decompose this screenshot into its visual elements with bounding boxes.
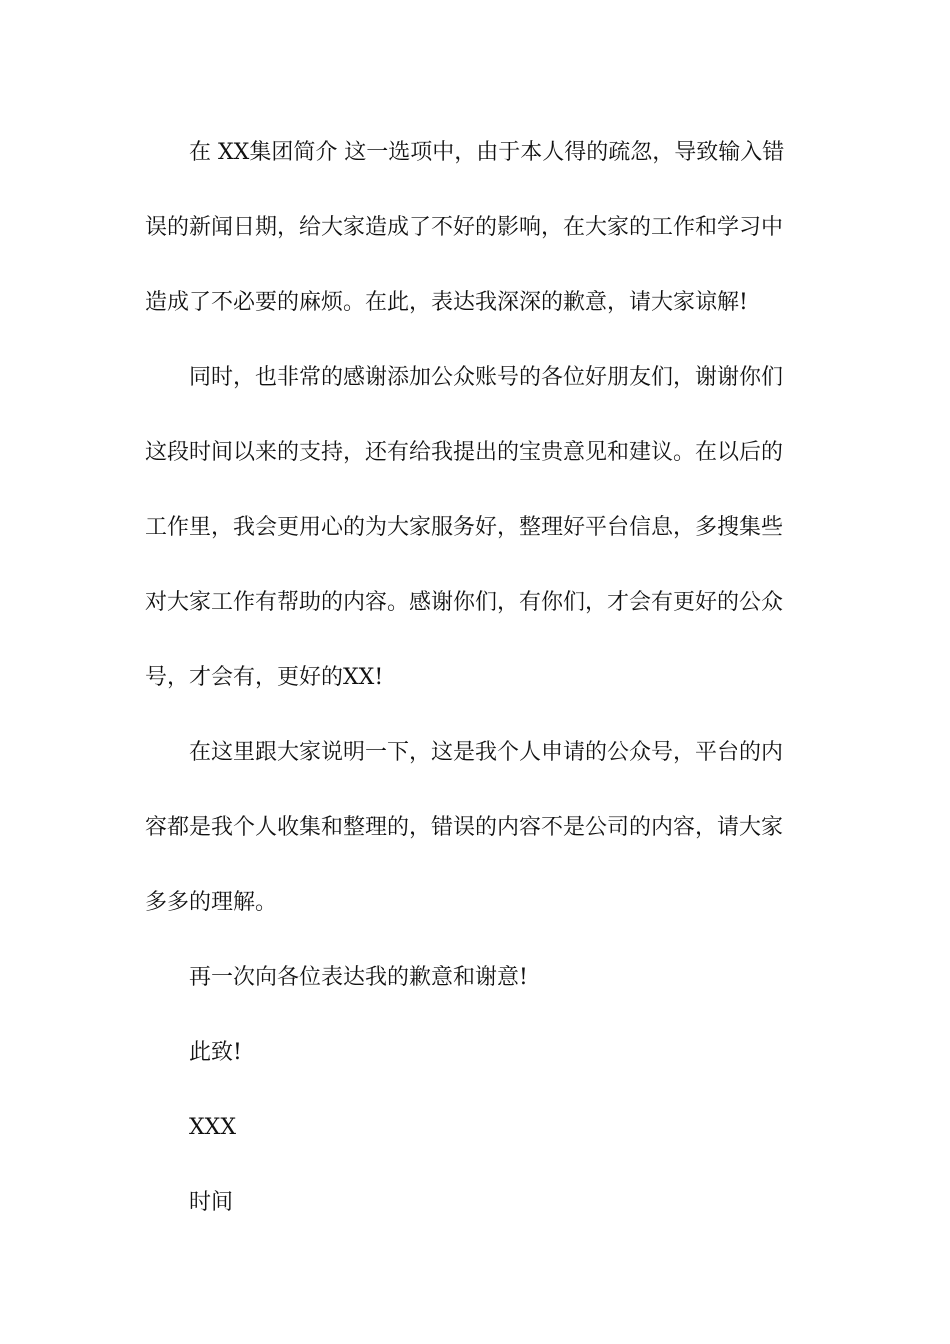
- paragraph-line: 在这里跟大家说明一下，这是我个人申请的公众号，平台的内: [189, 740, 784, 765]
- paragraph-line: 多多的理解。: [145, 890, 278, 915]
- paragraph-line: 容都是我个人收集和整理的，错误的内容不是公司的内容，请大家: [145, 815, 784, 840]
- paragraph-line: 造成了不必要的麻烦。在此，表达我深深的歉意，请大家谅解!: [145, 290, 748, 315]
- paragraph-line: 工作里，我会更用心的为大家服务好，整理好平台信息，多搜集些: [145, 515, 784, 540]
- salutation-line: 此致!: [189, 1040, 242, 1065]
- date-line: 时间: [189, 1190, 234, 1215]
- paragraph-line: 号，才会有，更好的XX!: [145, 665, 384, 690]
- paragraph-line: 这段时间以来的支持，还有给我提出的宝贵意见和建议。在以后的: [145, 440, 784, 465]
- paragraph-thanks: [145, 340, 810, 715]
- paragraph-explanation: [145, 715, 810, 940]
- repeat-apology-line: 再一次向各位表达我的歉意和谢意!: [189, 965, 528, 990]
- paragraph-line: 误的新闻日期，给大家造成了不好的影响，在大家的工作和学习中: [145, 215, 784, 240]
- paragraph-apology: [145, 115, 810, 340]
- paragraph-line: 在 XX集团简介 这一选项中，由于本人得的疏忽，导致输入错: [189, 140, 785, 165]
- signature-line: XXX: [189, 1115, 236, 1140]
- paragraph-line: 对大家工作有帮助的内容。感谢你们，有你们，才会有更好的公众: [145, 590, 784, 615]
- paragraph-line: 同时，也非常的感谢添加公众账号的各位好朋友们，谢谢你们: [189, 365, 784, 390]
- closing-block: [145, 940, 810, 1240]
- letter-body: [145, 115, 810, 1240]
